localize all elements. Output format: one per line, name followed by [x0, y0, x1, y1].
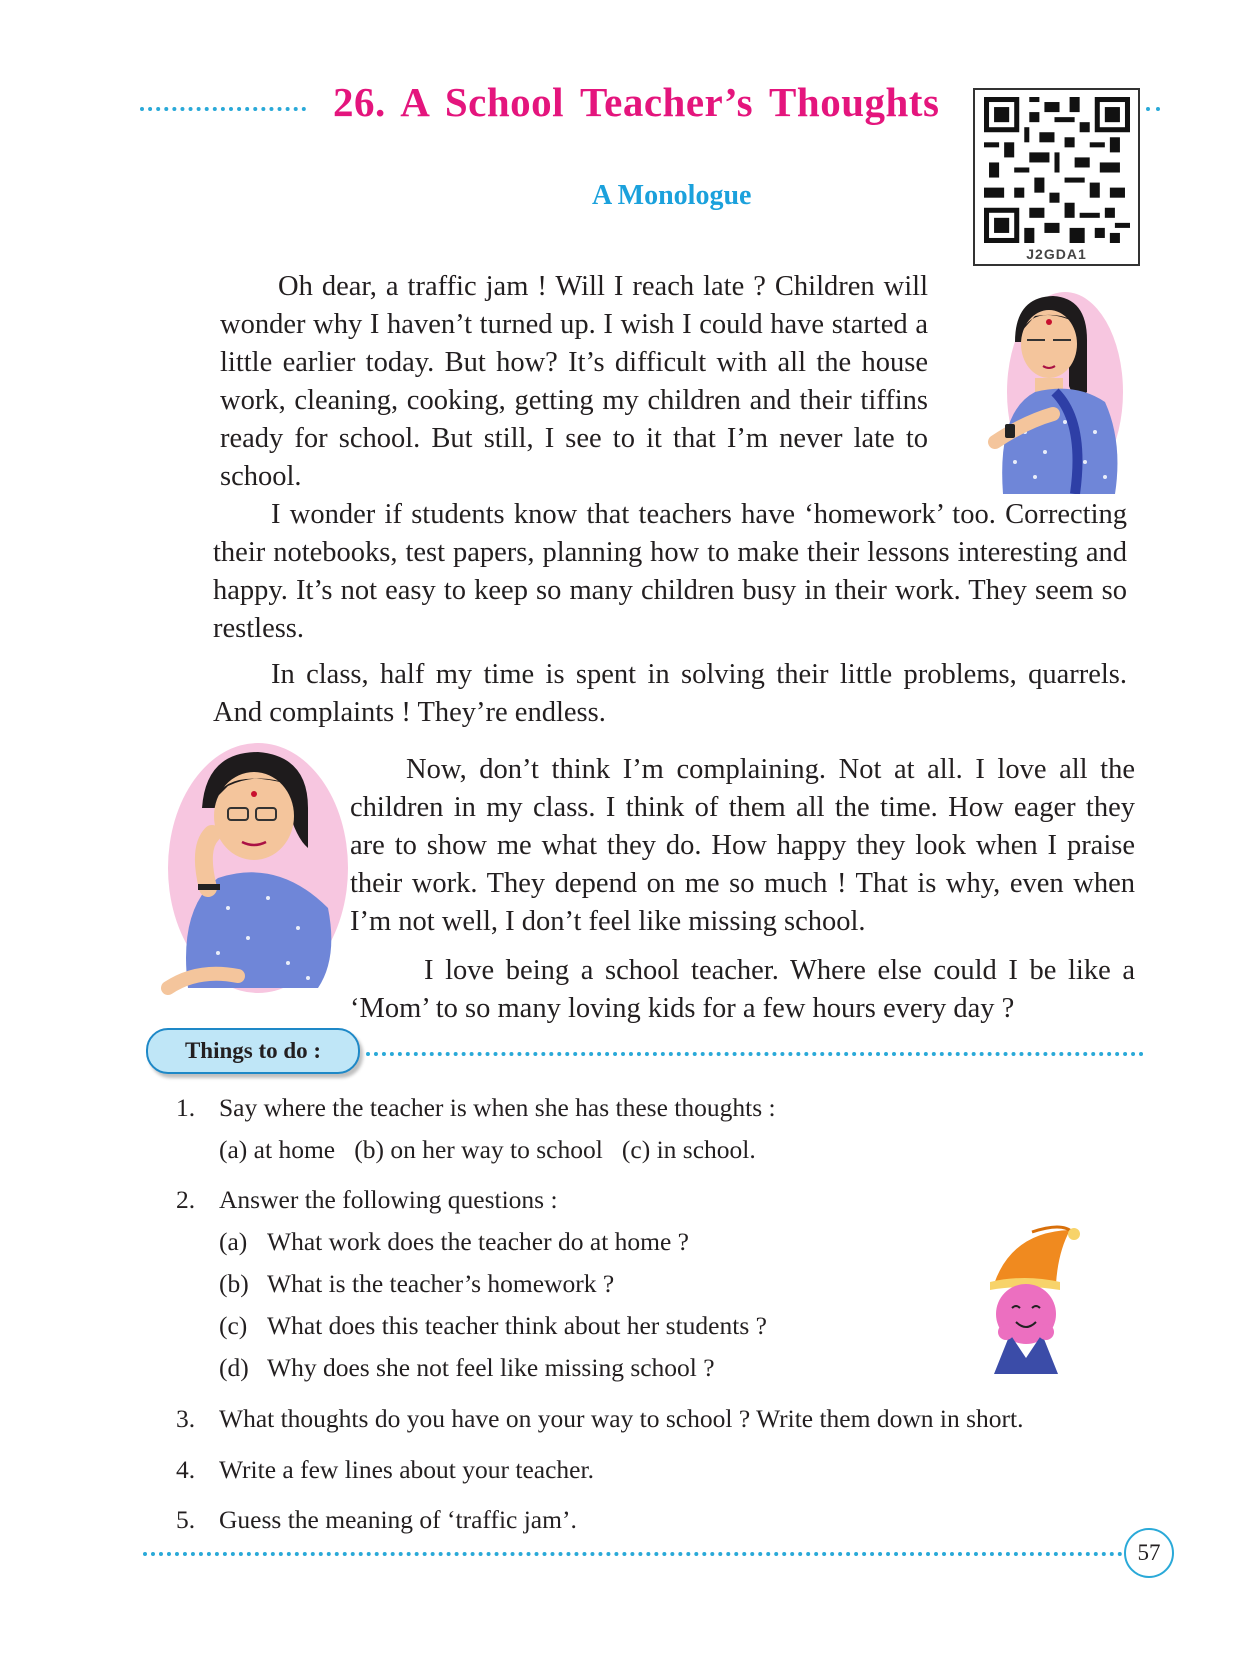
title-right-dots	[1146, 107, 1160, 111]
child-with-cap-illustration	[972, 1222, 1084, 1374]
question-1-text: Say where the teacher is when she has these thoughts :	[219, 1093, 776, 1122]
question-1-options: (a) at home (b) on her way to school (c) in school.	[219, 1135, 756, 1164]
story-paragraph-4: Now, don’t think I’m complaining. Not at all. I love all the children in my class. I think of them all the time. How eager they are to show me what they do. How happy they look when I praise their work. They depend on me so much ! That is why, even when I’m not well, I don’t feel like missing school.	[350, 754, 1135, 937]
qr-code-box[interactable]	[973, 88, 1140, 266]
page-title: 26. A School Teacher’s Thoughts	[333, 79, 940, 125]
question-1-number: 1.	[176, 1093, 196, 1122]
question-4-number: 4.	[176, 1455, 196, 1484]
things-to-do-heading: Things to do :	[146, 1028, 360, 1074]
question-2a-text: What work does the teacher do at home ?	[267, 1227, 689, 1256]
things-to-do-dots	[366, 1052, 1144, 1056]
question-3-text: What thoughts do you have on your way to school ? Write them down in short.	[219, 1404, 1024, 1433]
teacher-thinking-illustration	[158, 738, 348, 1010]
subtitle: A Monologue	[592, 180, 752, 211]
question-5-text: Guess the meaning of ‘traffic jam’.	[219, 1505, 577, 1534]
qr-code-icon	[983, 97, 1131, 243]
teacher-checking-watch-illustration	[975, 282, 1125, 494]
question-2-text: Answer the following questions :	[219, 1185, 558, 1214]
story-paragraph-3: In class, half my time is spent in solving their little problems, quarrels. And complaints ! They’re endless.	[213, 659, 1127, 728]
qr-code-label: J2GDA1	[1026, 246, 1087, 262]
question-4-text: Write a few lines about your teacher.	[219, 1455, 594, 1484]
question-2d-label: (d)	[219, 1353, 249, 1382]
story-paragraph-5: I love being a school teacher. Where else could I be like a ‘Mom’ to so many loving kids for a few hours every day ?	[350, 955, 1135, 1024]
question-2c-text: What does this teacher think about her students ?	[267, 1311, 767, 1340]
question-2d-text: Why does she not feel like missing school ?	[267, 1353, 715, 1382]
footer-dots	[143, 1552, 1123, 1556]
question-2-number: 2.	[176, 1185, 196, 1214]
question-2b-label: (b)	[219, 1269, 249, 1298]
question-2a-label: (a)	[219, 1227, 248, 1256]
question-5-number: 5.	[176, 1505, 196, 1534]
title-left-dots	[140, 107, 306, 111]
question-3-number: 3.	[176, 1404, 196, 1433]
page-number: 57	[1124, 1528, 1174, 1578]
question-2c-label: (c)	[219, 1311, 248, 1340]
story-paragraph-1: Oh dear, a traffic jam ! Will I reach late ? Children will wonder why I haven’t turned up. I wish I could have started a little earlier today. But how? It’s difficult with all the house work, cleaning, cooking, getting my children and their tiffins ready for school. But still, I see to it that I’m never late to school.	[220, 271, 928, 492]
story-paragraph-2: I wonder if students know that teachers have ‘homework’ too. Correcting their notebooks, test papers, planning how to make their lessons interesting and happy. It’s not easy to keep so many children busy in their work. They seem so restless.	[213, 499, 1127, 644]
question-2b-text: What is the teacher’s homework ?	[267, 1269, 615, 1298]
